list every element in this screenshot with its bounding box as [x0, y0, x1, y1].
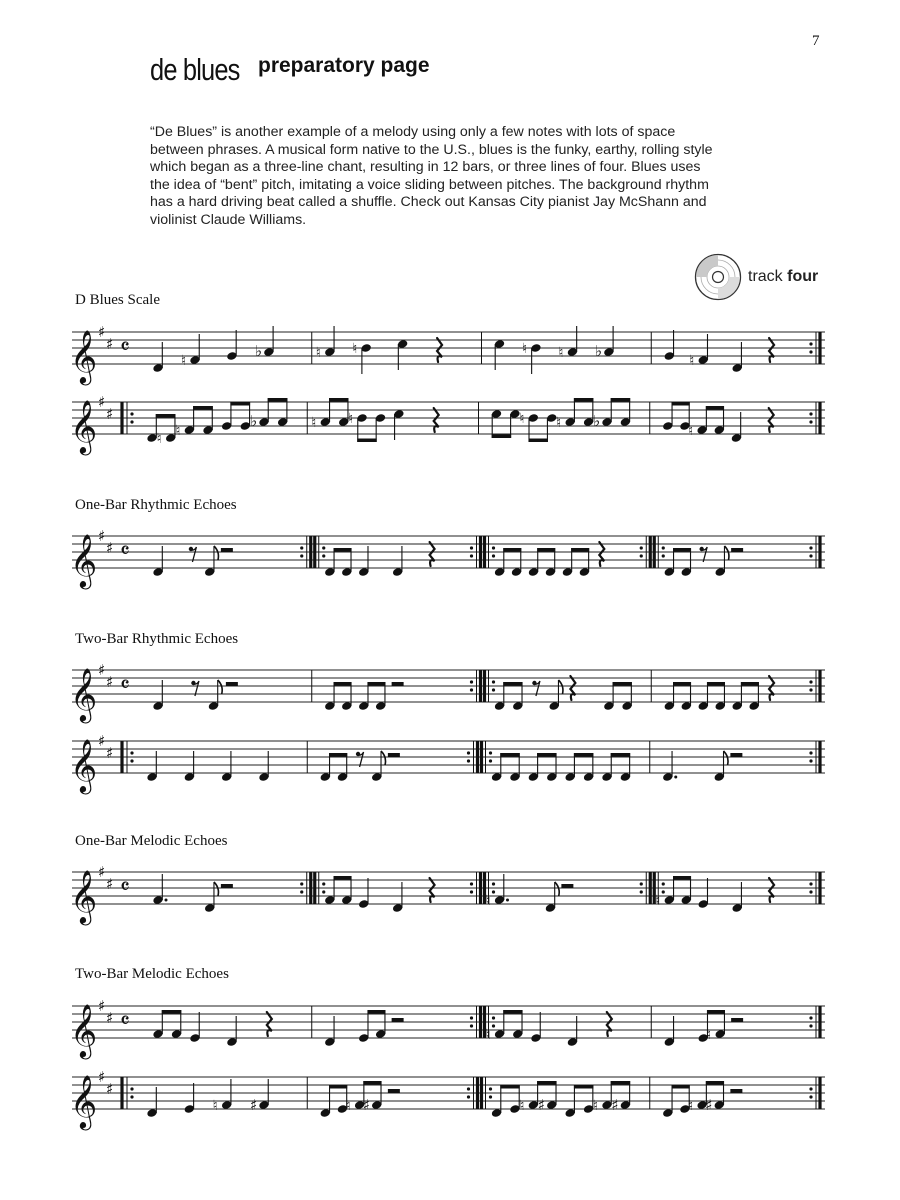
repeat-dot	[809, 890, 812, 893]
repeat-dot	[662, 890, 665, 893]
treble-clef-icon: 𝄞	[70, 1074, 98, 1128]
repeat-dot	[489, 759, 492, 762]
intro-line: the idea of “bent” pitch, imitating a voice sliding between pitches. The background rhythm	[150, 176, 709, 193]
cd-icon	[694, 253, 742, 301]
note-beam	[672, 1085, 690, 1089]
note-beam	[367, 682, 385, 686]
repeat-dot	[662, 554, 665, 557]
track-prefix: track	[748, 268, 783, 285]
key-sharp-c: ♯	[106, 1080, 114, 1098]
quarter-rest	[570, 676, 575, 700]
repeat-dot	[809, 1095, 812, 1098]
repeat-dot	[809, 688, 812, 691]
sharp-sign: ♯	[362, 1096, 370, 1114]
repeat-dot	[489, 1087, 492, 1090]
note-beam	[357, 439, 376, 443]
note-beam	[673, 548, 691, 552]
flat-sign: ♭	[254, 342, 262, 360]
intro-paragraph	[150, 124, 830, 230]
natural-sign: ♮	[706, 1027, 712, 1043]
intro-line: violinist Claude Williams.	[150, 211, 307, 228]
repeat-dot	[322, 546, 325, 549]
section-label-one-bar-melodic: One-Bar Melodic Echoes	[75, 833, 228, 849]
treble-clef-icon: 𝄞	[70, 1003, 98, 1057]
repeat-dot	[492, 1016, 495, 1019]
repeat-dot	[467, 759, 470, 762]
note-flag	[724, 751, 729, 765]
page-subtitle: preparatory page	[258, 54, 430, 77]
half-rest	[561, 884, 573, 888]
quarter-rest	[769, 408, 774, 432]
note-flag	[214, 546, 219, 560]
note-beam	[334, 682, 352, 686]
repeat-dot	[809, 412, 812, 415]
half-rest	[730, 753, 742, 757]
repeat-dot	[300, 546, 303, 549]
quarter-rest	[607, 1012, 612, 1036]
repeat-dot	[809, 1016, 812, 1019]
note-beam	[707, 1010, 725, 1014]
sharp-sign: ♯	[705, 1096, 713, 1114]
natural-sign: ♮	[485, 1027, 491, 1043]
note-beam	[574, 398, 593, 402]
treble-clef-icon: 𝄞	[70, 869, 98, 923]
natural-sign: ♮	[556, 415, 562, 431]
section-label-one-bar-rhythmic: One-Bar Rhythmic Echoes	[75, 497, 237, 513]
staff-one-bar-melodic	[70, 858, 830, 923]
staff-two-bar-melodic-1	[70, 992, 830, 1057]
flat-sign: ♭	[594, 342, 602, 360]
note-beam	[741, 682, 759, 686]
common-time-icon: 𝄴	[120, 673, 130, 698]
repeat-dot	[130, 751, 133, 754]
treble-clef-icon: 𝄞	[70, 533, 98, 587]
note-beam	[334, 876, 352, 880]
natural-sign: ♮	[345, 1098, 351, 1114]
note-flag	[555, 882, 560, 896]
repeat-dot	[809, 350, 812, 353]
treble-clef-icon: 𝄞	[70, 667, 98, 721]
quarter-rest	[769, 878, 774, 902]
quarter-rest	[769, 676, 774, 700]
half-rest	[730, 1089, 742, 1093]
natural-sign: ♮	[315, 345, 321, 361]
note-beam	[611, 753, 630, 757]
repeat-dot	[470, 546, 473, 549]
repeat-dot	[492, 882, 495, 885]
note-beam	[230, 402, 250, 406]
note-flag	[214, 882, 219, 896]
repeat-dot	[470, 688, 473, 691]
staff-two-bar-melodic-2	[70, 1063, 830, 1128]
repeat-dot	[322, 554, 325, 557]
note-beam	[537, 753, 556, 757]
sharp-sign: ♯	[537, 1096, 545, 1114]
natural-sign: ♮	[519, 411, 525, 427]
repeat-dot	[130, 759, 133, 762]
track-name: four	[787, 268, 819, 285]
repeat-dot	[492, 890, 495, 893]
note-beam	[268, 398, 288, 402]
note-beam	[329, 753, 347, 757]
note-beam	[503, 682, 522, 686]
quarter-rest	[599, 542, 604, 566]
repeat-dot	[300, 890, 303, 893]
natural-sign: ♮	[180, 353, 186, 369]
note-beam	[706, 406, 724, 410]
repeat-dot	[662, 882, 665, 885]
note-beam	[673, 682, 691, 686]
note-beam	[707, 682, 725, 686]
repeat-dot	[470, 554, 473, 557]
note-flag	[381, 751, 386, 765]
note-flag	[724, 546, 729, 560]
natural-sign: ♮	[519, 1098, 525, 1114]
natural-sign: ♮	[655, 893, 661, 909]
key-sharp-c: ♯	[106, 335, 114, 353]
track-indicator	[694, 253, 818, 301]
note-flag	[558, 680, 563, 694]
natural-sign: ♮	[688, 1098, 694, 1114]
quarter-rest	[430, 878, 435, 902]
repeat-dot	[130, 1095, 133, 1098]
key-sharp-f: ♯	[98, 393, 106, 411]
staff-two-bar-rhythmic-1	[70, 656, 830, 721]
repeat-dot	[492, 554, 495, 557]
repeat-dot	[809, 680, 812, 683]
treble-clef-icon: 𝄞	[70, 399, 98, 453]
note-beam	[537, 548, 555, 552]
key-sharp-f: ♯	[98, 1068, 106, 1086]
section-label-d-blues-scale: D Blues Scale	[75, 292, 160, 308]
quarter-rest	[430, 542, 435, 566]
section-label-two-bar-rhythmic: Two-Bar Rhythmic Echoes	[75, 631, 239, 647]
repeat-dot	[809, 882, 812, 885]
repeat-dot	[809, 554, 812, 557]
note-beam	[611, 398, 630, 402]
section-label-two-bar-melodic: Two-Bar Melodic Echoes	[75, 966, 229, 982]
repeat-dot	[470, 1016, 473, 1019]
note-beam	[363, 1081, 381, 1085]
repeat-dot	[467, 1087, 470, 1090]
repeat-dot	[809, 420, 812, 423]
note-beam	[611, 1081, 630, 1085]
note-beam	[574, 753, 593, 757]
note-beam	[367, 1010, 385, 1014]
repeat-dot	[640, 890, 643, 893]
repeat-dot	[809, 1087, 812, 1090]
repeat-dot	[640, 554, 643, 557]
augmentation-dot	[506, 899, 509, 902]
half-rest	[731, 1018, 743, 1022]
augmentation-dot	[674, 776, 677, 779]
half-rest	[388, 753, 400, 757]
note-beam	[706, 1081, 724, 1085]
repeat-dot	[470, 890, 473, 893]
intro-line: “De Blues” is another example of a melody using only a few notes with lots of space	[150, 124, 676, 140]
key-sharp-c: ♯	[106, 875, 114, 893]
key-sharp-c: ♯	[106, 744, 114, 762]
common-time-icon: 𝄴	[120, 875, 130, 900]
repeat-dot	[492, 1024, 495, 1027]
note-beam	[529, 439, 548, 443]
intro-line: which began as a three-line chant, resulting in 12 bars, or three lines of four. Blues uses	[150, 159, 701, 176]
natural-sign: ♮	[212, 1098, 218, 1114]
half-rest	[392, 682, 404, 686]
augmentation-dot	[165, 899, 168, 902]
repeat-dot	[809, 342, 812, 345]
repeat-dot	[300, 554, 303, 557]
repeat-dot	[467, 1095, 470, 1098]
repeat-dot	[130, 1087, 133, 1090]
repeat-dot	[470, 1024, 473, 1027]
note-beam	[571, 548, 589, 552]
half-rest	[392, 1018, 404, 1022]
natural-sign: ♮	[348, 411, 354, 427]
key-sharp-f: ♯	[98, 997, 106, 1015]
key-sharp-f: ♯	[98, 863, 106, 881]
note-beam	[500, 1085, 519, 1089]
repeat-dot	[489, 1095, 492, 1098]
repeat-dot	[130, 420, 133, 423]
page-number: 7	[812, 33, 820, 49]
note-beam	[193, 406, 213, 410]
staff-two-bar-rhythmic-2	[70, 727, 830, 792]
note-beam	[672, 402, 690, 406]
quarter-rest	[769, 338, 774, 362]
natural-sign: ♮	[156, 431, 162, 447]
repeat-dot	[492, 546, 495, 549]
key-sharp-c: ♯	[106, 1009, 114, 1027]
repeat-dot	[640, 882, 643, 885]
staff-d-blues-scale-2	[70, 388, 830, 453]
common-time-icon: 𝄴	[120, 335, 130, 360]
repeat-dot	[470, 680, 473, 683]
note-beam	[329, 398, 348, 402]
quarter-rest	[434, 408, 439, 432]
note-beam	[613, 682, 632, 686]
staff-d-blues-scale-1	[70, 318, 830, 383]
intro-line: has a hard driving beat called a shuffle. Check out Kansas City pianist Jay McShann and	[150, 194, 707, 211]
note-beam	[503, 548, 521, 552]
note-flag	[218, 680, 223, 694]
repeat-dot	[470, 882, 473, 885]
half-rest	[388, 1089, 400, 1093]
natural-sign: ♮	[688, 423, 694, 439]
note-beam	[574, 1085, 593, 1089]
natural-sign: ♮	[558, 345, 564, 361]
treble-clef-icon: 𝄞	[70, 738, 98, 792]
repeat-dot	[322, 890, 325, 893]
note-beam	[500, 753, 519, 757]
half-rest	[731, 548, 743, 552]
flat-sign: ♭	[592, 412, 601, 430]
repeat-dot	[467, 751, 470, 754]
natural-sign: ♮	[521, 341, 527, 357]
flat-sign: ♭	[249, 412, 258, 430]
quarter-rest	[267, 1012, 272, 1036]
key-sharp-c: ♯	[106, 539, 114, 557]
half-rest	[221, 548, 233, 552]
quarter-rest	[437, 338, 442, 362]
key-sharp-f: ♯	[98, 661, 106, 679]
key-sharp-f: ♯	[98, 732, 106, 750]
key-sharp-c: ♯	[106, 405, 114, 423]
page-title: de blues	[150, 52, 240, 87]
note-beam	[162, 1010, 181, 1014]
natural-sign: ♮	[311, 415, 317, 431]
intro-line: between phrases. A musical form native to the U.S., blues is the funky, earthy, rolling style	[150, 141, 713, 158]
key-sharp-f: ♯	[98, 323, 106, 341]
sharp-sign: ♯	[249, 1096, 258, 1114]
repeat-dot	[322, 882, 325, 885]
repeat-dot	[300, 882, 303, 885]
repeat-dot	[130, 412, 133, 415]
repeat-dot	[489, 751, 492, 754]
note-beam	[156, 414, 176, 418]
key-sharp-c: ♯	[106, 673, 114, 691]
treble-clef-icon: 𝄞	[70, 329, 98, 383]
repeat-dot	[492, 680, 495, 683]
repeat-dot	[809, 1024, 812, 1027]
common-time-icon: 𝄴	[120, 539, 130, 564]
repeat-dot	[662, 546, 665, 549]
natural-sign: ♮	[485, 893, 491, 909]
note-beam	[492, 435, 511, 439]
repeat-dot	[492, 688, 495, 691]
sharp-sign: ♯	[611, 1096, 619, 1114]
repeat-dot	[809, 751, 812, 754]
note-beam	[673, 876, 691, 880]
repeat-dot	[809, 759, 812, 762]
natural-sign: ♮	[352, 341, 358, 357]
natural-sign: ♮	[689, 353, 695, 369]
staff-one-bar-rhythmic	[70, 522, 830, 587]
half-rest	[221, 884, 233, 888]
repeat-dot	[809, 546, 812, 549]
note-beam	[334, 548, 352, 552]
note-beam	[329, 1085, 347, 1089]
half-rest	[226, 682, 238, 686]
note-beam	[537, 1081, 556, 1085]
key-sharp-f: ♯	[98, 527, 106, 545]
repeat-dot	[640, 546, 643, 549]
natural-sign: ♮	[175, 423, 181, 439]
natural-sign: ♮	[592, 1098, 598, 1114]
common-time-icon: 𝄴	[120, 1009, 130, 1034]
note-beam	[503, 1010, 522, 1014]
